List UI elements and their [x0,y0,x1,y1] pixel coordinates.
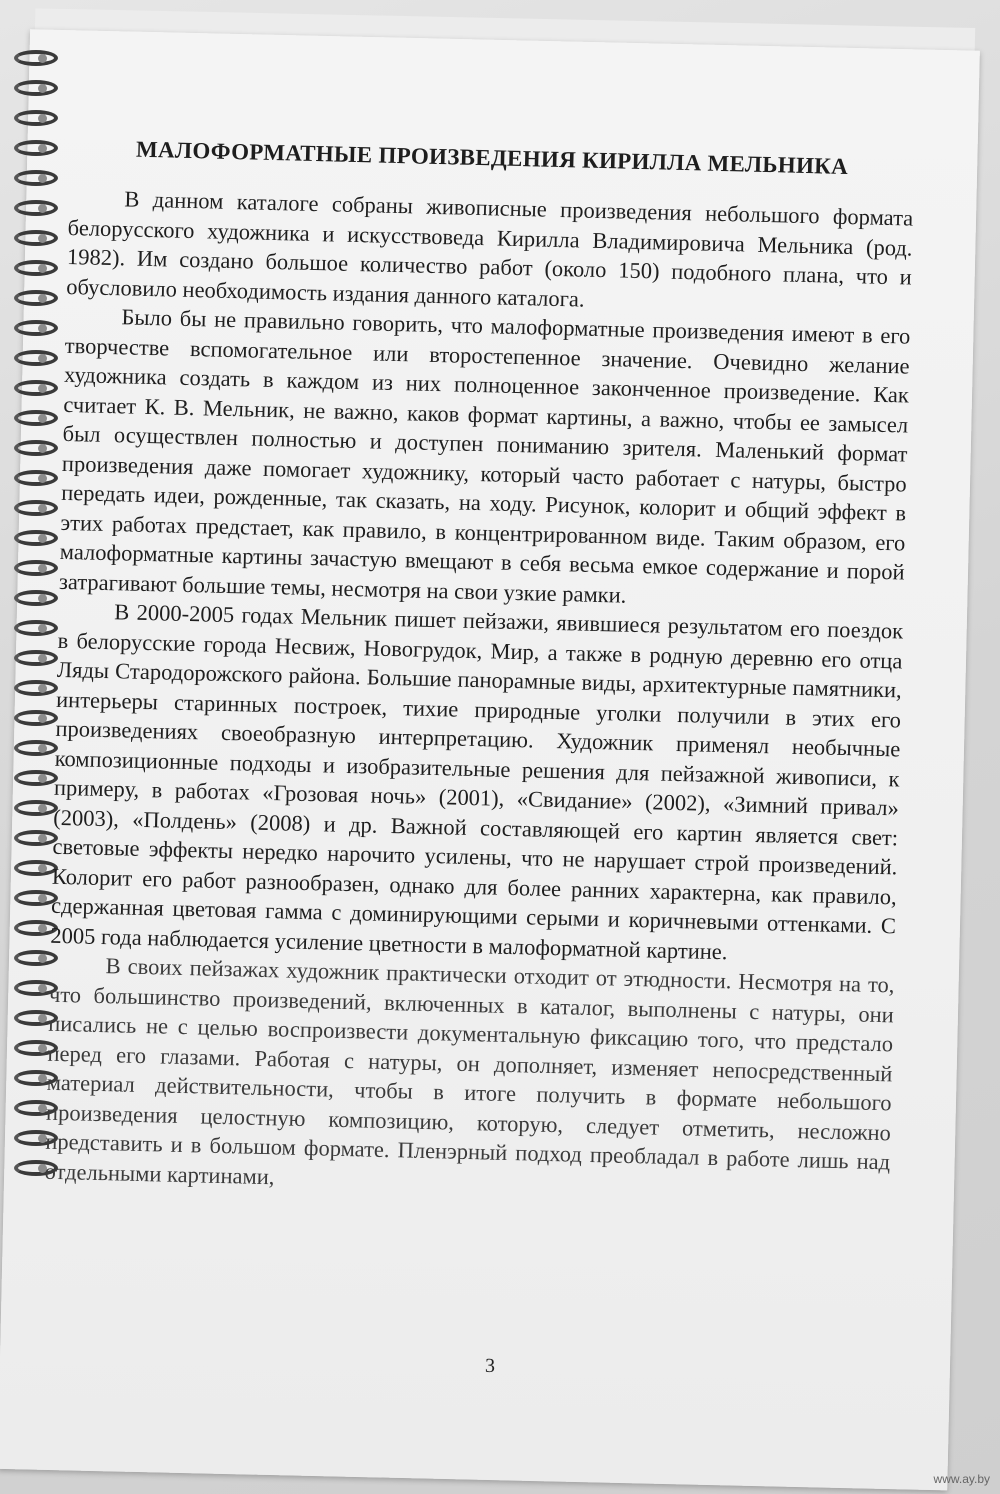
punch-hole-icon [38,1074,47,1083]
punch-hole-icon [38,504,47,513]
spiral-ring-icon [14,590,58,606]
punch-hole-icon [38,864,47,873]
spiral-ring-icon [14,530,58,546]
page-content [44,135,914,1206]
punch-hole-icon [38,714,47,723]
punch-hole-icon [38,924,47,933]
spiral-ring-icon [14,350,58,366]
punch-hole-icon [38,624,47,633]
punch-hole-icon [38,444,47,453]
punch-hole-icon [38,114,47,123]
spiral-ring-icon [14,320,58,336]
punch-hole-icon [38,1044,47,1053]
punch-hole-icon [38,804,47,813]
spiral-ring-icon [14,830,58,846]
paragraph: Было бы не правильно говорить, что малоформатные произведения имеют в его творчестве вспомогательное или второстепенное значение. Очевидно желание художника создать в каждом из них полноценное законченное произведение. Как считает К. В. Мельник, не важно, каков формат картины, а важно, чтобы ее замысел был осуществлен полностью и доступен пониманию зрителя. Маленький формат произведения даже помогает художнику, который часто работает с натуры, быстро передать идеи, рожденные, так сказать, на ходу. Рисунок, колорит и общий эффект в этих работах предстает, как правило, в концентрированном виде. Таким образом, его малоформатные картины зачастую вмещают в себя весьма емкое содержание и порой затрагивают большие темы, несмотря на свои узкие рамки. [58,304,911,608]
punch-hole-icon [38,174,47,183]
spiral-ring-icon [14,770,58,786]
spiral-ring-icon [14,380,58,396]
punch-hole-icon [38,534,47,543]
spiral-ring-icon [14,560,58,576]
page-title: МАЛОФОРМАТНЫЕ ПРОИЗВЕДЕНИЯ КИРИЛЛА МЕЛЬНИКА [135,136,849,180]
page-number: 3 [484,1354,496,1378]
punch-hole-icon [38,294,47,303]
punch-hole-icon [38,324,47,333]
spiral-ring-icon [14,290,58,306]
watermark: www.ay.by [933,1472,990,1486]
punch-hole-icon [38,654,47,663]
spiral-ring-icon [14,410,58,426]
spiral-ring-icon [14,170,58,186]
punch-hole-icon [38,84,47,93]
punch-hole-icon [38,54,47,63]
punch-hole-icon [38,684,47,693]
spiral-ring-icon [14,740,58,756]
punch-hole-icon [38,264,47,273]
punch-hole-icon [38,474,47,483]
punch-hole-icon [38,954,47,963]
spiral-ring-icon [14,50,58,66]
spiral-ring-icon [14,470,58,486]
spiral-ring-icon [14,260,58,276]
spiral-ring-icon [14,800,58,816]
punch-hole-icon [38,984,47,993]
spiral-ring-icon [14,500,58,516]
spiral-ring-icon [14,80,58,96]
punch-hole-icon [38,594,47,603]
punch-hole-icon [38,774,47,783]
spiral-ring-icon [14,140,58,156]
spiral-ring-icon [14,650,58,666]
paragraph: В своих пейзажах художник практически отходит от этюдности. Несмотря на то, что большинство произведений, включенных в каталог, выполнены с натуры, они писались не с целью воспроизвести документальную фиксацию того, что предстало перед его глазами. Работая с натуры, он дополняет, изменяет непосредственный материал действительности, чтобы в итоге получить в формате небольшого произведения целостную композицию, которую, следует отметить, несложно представить и в большом формате. Пленэрный подход преобладал в работе лишь над отдельными картинами, [44,953,895,1189]
spiral-ring-icon [14,440,58,456]
paragraph: В данном каталоге собраны живописные произведения небольшого формата белорусского художника и искусствоведа Кирилла Владимировича Мельника (род. 1982). Им создано большое количество работ (около 150) подобного плана, что и обусловило необходимость издания данного каталога. [66,186,914,312]
punch-hole-icon [38,894,47,903]
spiral-ring-icon [14,710,58,726]
punch-hole-icon [38,234,47,243]
paragraph: В 2000-2005 годах Мельник пишет пейзажи, явившиеся результатом его поездок в белорусские города Несвиж, Новогрудок, Мир, а также в родную деревню его отца Ляды Стародорожского района. Большие панорамные виды, архитектурные памятники, интерьеры старинных построек, тихие природные уголки получили в этих его произведениях своеобразную интерпретацию. Художник применял необычные композиционные подходы и изобразительные решения для пейзажной живописи, к примеру, в работах «Грозовая ночь» (2001), «Свидание» (2002), «Зимний привал» (2003), «Полдень» (2008) и др. Важной составляющей его картин является свет: световые эффекты нередко нарочито усилены, что не нарушает строй произведений. Колорит его работ разнообразен, однако для более ранних характерна, как правило, сдержанная цветовая гамма с доминирующими серыми и коричневыми оттенками. С 2005 года наблюдается усиление цветности в малоформатной картине. [50,599,904,964]
punch-hole-icon [38,204,47,213]
punch-hole-icon [38,1014,47,1023]
spiral-ring-icon [14,680,58,696]
punch-hole-icon [38,384,47,393]
spiral-ring-icon [14,200,58,216]
punch-hole-icon [38,144,47,153]
spiral-ring-icon [14,110,58,126]
spiral-ring-icon [14,230,58,246]
punch-hole-icon [38,564,47,573]
punch-hole-icon [38,744,47,753]
spiral-ring-icon [14,620,58,636]
punch-hole-icon [38,834,47,843]
punch-hole-icon [38,354,47,363]
punch-hole-icon [38,414,47,423]
